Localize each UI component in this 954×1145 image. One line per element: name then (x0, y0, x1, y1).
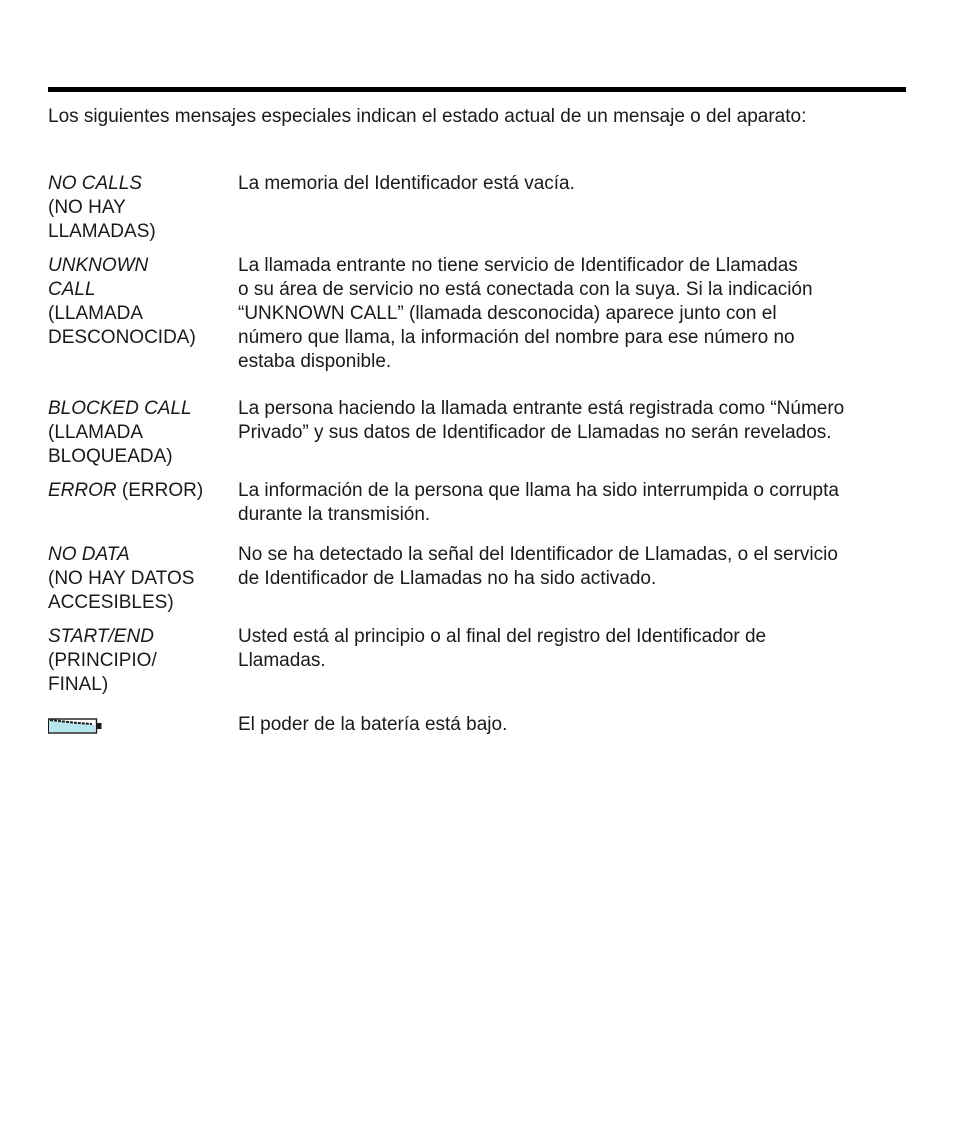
code-line: ERROR (48, 480, 117, 501)
description-line: No se ha detectado la señal del Identificador de Llamadas, o el servicio (238, 544, 838, 565)
term (48, 254, 228, 350)
term (48, 625, 228, 697)
description (238, 713, 910, 737)
intro-text: Los siguientes mensajes especiales indican el estado actual de un mensaje o del aparato: (48, 106, 807, 127)
translation-line: (NO HAY (48, 197, 126, 218)
term (48, 172, 228, 244)
code-line: START/END (48, 626, 154, 647)
translation-line: LLAMADAS) (48, 221, 156, 242)
description-line: La información de la persona que llama ha sido interrumpida o corrupta (238, 480, 839, 501)
description (238, 397, 910, 445)
translation-line: ACCESIBLES) (48, 592, 174, 613)
description-line: Privado” y sus datos de Identificador de Llamadas no serán revelados. (238, 422, 832, 443)
description-line: El poder de la batería está bajo. (238, 714, 508, 735)
description (238, 479, 910, 527)
description-line: La memoria del Identificador está vacía. (238, 173, 575, 194)
description-line: “UNKNOWN CALL” (llamada desconocida) aparece junto con el (238, 303, 777, 324)
description (238, 543, 910, 591)
description-line: Usted está al principio o al final del registro del Identificador de (238, 626, 767, 647)
description-line: La llamada entrante no tiene servicio de Identificador de Llamadas (238, 255, 798, 276)
description-line: La persona haciendo la llamada entrante está registrada como “Número (238, 398, 845, 419)
translation-line: (ERROR) (121, 480, 204, 501)
translation-line: (PRINCIPIO/ (48, 650, 157, 671)
translation-line: BLOQUEADA) (48, 446, 173, 467)
term (48, 543, 228, 615)
code-line: BLOCKED CALL (48, 398, 192, 419)
translation-line: FINAL) (48, 674, 109, 695)
code-line: CALL (48, 279, 96, 300)
description (238, 625, 910, 673)
description-line: estaba disponible. (238, 351, 392, 372)
term (48, 479, 228, 503)
description (238, 254, 910, 374)
term (48, 397, 228, 469)
description-line: número que llama, la información del nombre para ese número no (238, 327, 795, 348)
description-line: Llamadas. (238, 650, 326, 671)
description (238, 172, 910, 196)
translation-line: DESCONOCIDA) (48, 327, 196, 348)
translation-line: (LLAMADA (48, 303, 144, 324)
code-line: NO CALLS (48, 173, 142, 194)
description-line: de Identificador de Llamadas no ha sido activado. (238, 568, 657, 589)
translation-line: (LLAMADA (48, 422, 144, 443)
description-line: durante la transmisión. (238, 504, 431, 525)
description-line: o su área de servicio no está conectada con la suya. Si la indicación (238, 279, 813, 300)
low-battery-icon (48, 717, 104, 735)
code-line: UNKNOWN (48, 255, 149, 276)
top-rule (48, 87, 906, 92)
code-line: NO DATA (48, 544, 130, 565)
translation-line: (NO HAY DATOS (48, 568, 195, 589)
